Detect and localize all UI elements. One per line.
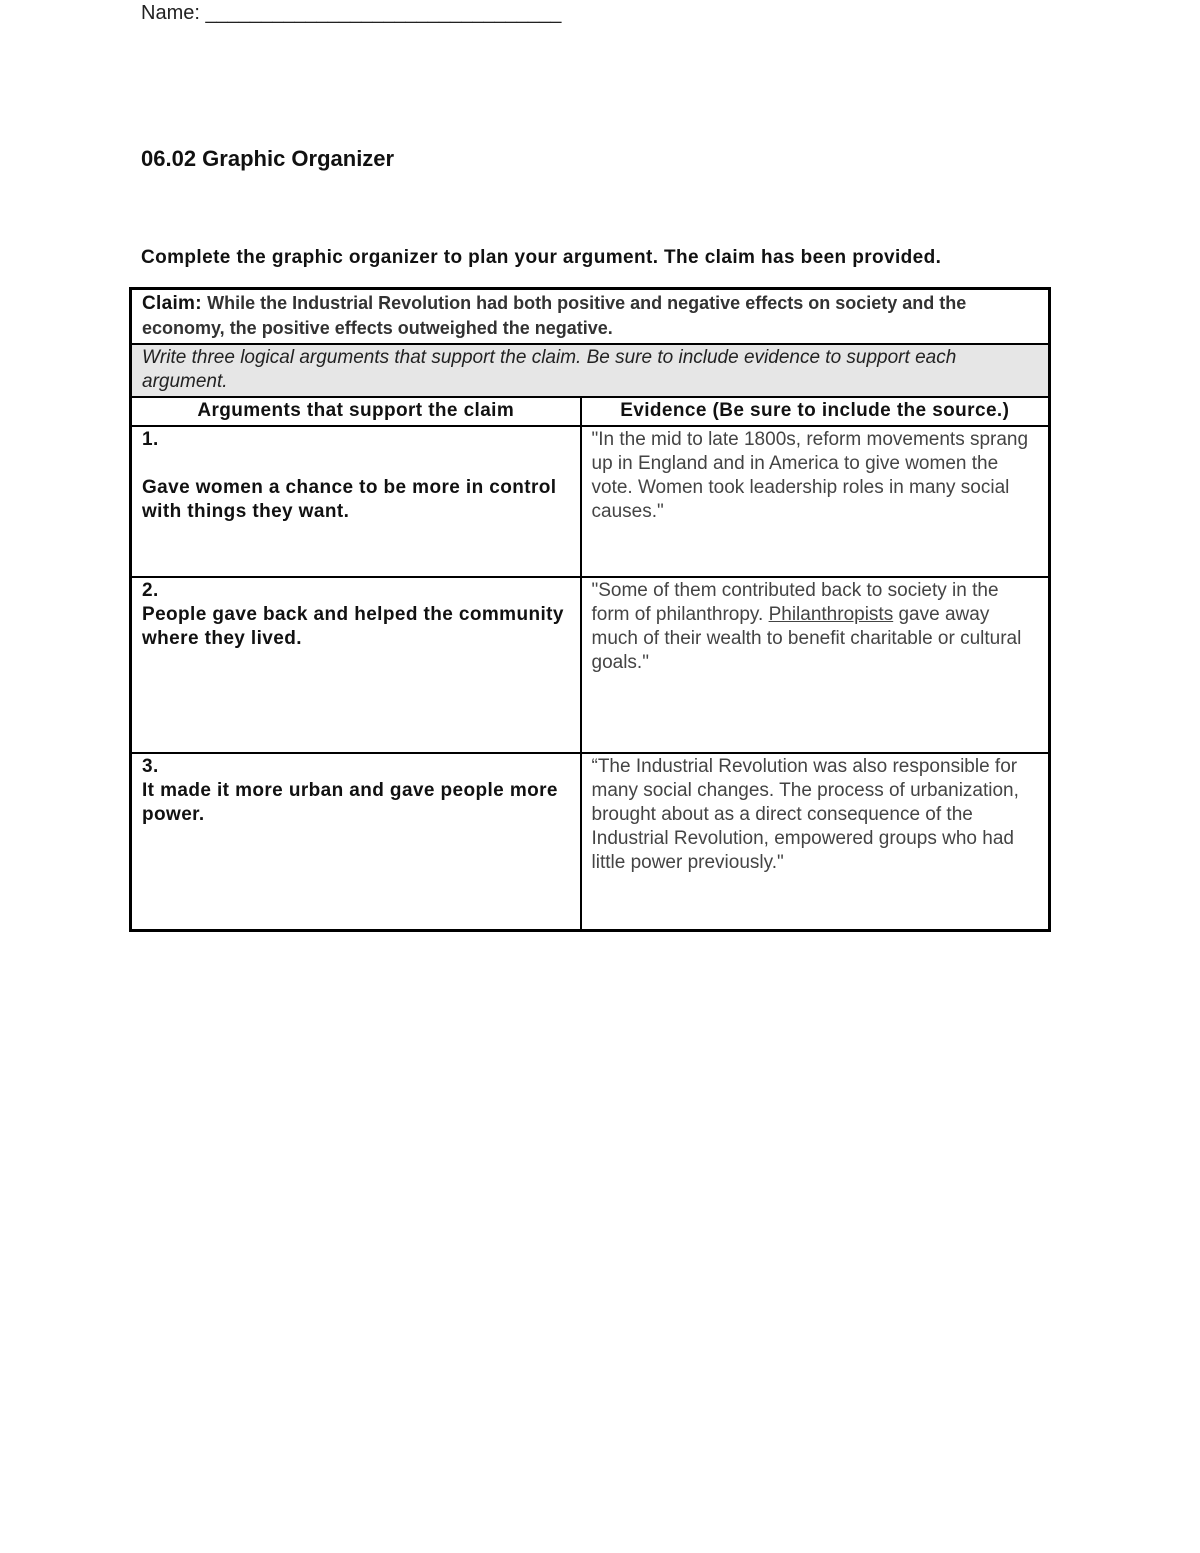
graphic-organizer-table	[129, 287, 1051, 932]
directions-row	[131, 344, 1050, 397]
argument-cell[interactable]	[131, 577, 581, 753]
evidence-cell[interactable]	[581, 426, 1050, 577]
claim-cell	[131, 289, 1050, 345]
claim-label: Claim:	[142, 293, 202, 314]
instructions-text: Complete the graphic organizer to plan your argument. The claim has been provided.	[141, 247, 942, 268]
argument-number: 2.	[142, 580, 159, 601]
argument-text: People gave back and helped the community where they lived.	[142, 604, 564, 649]
evidence-text: "Some of them contributed back to society in the form of philanthropy.	[591, 580, 999, 625]
argument-cell[interactable]	[131, 753, 581, 931]
argument-cell[interactable]	[131, 426, 581, 577]
evidence-text: “The Industrial Revolution was also responsible for many social changes. The process of urbanization, brought about as a direct consequence of the Industrial Revolution, empowered groups who had little power previously."	[591, 756, 1019, 873]
column-header-arguments: Arguments that support the claim	[131, 397, 581, 426]
evidence-cell[interactable]	[581, 753, 1050, 931]
evidence-text: "In the mid to late 1800s, reform movements sprang up in England and in America to give women the vote. Women took leadership roles in many social causes."	[591, 429, 1029, 522]
column-header-evidence: Evidence (Be sure to include the source.)	[581, 397, 1050, 426]
argument-number: 1.	[142, 429, 159, 450]
header-row	[131, 397, 1050, 426]
table-row	[131, 426, 1050, 577]
page-title: 06.02 Graphic Organizer	[141, 146, 395, 171]
evidence-cell[interactable]	[581, 577, 1050, 753]
philanthropists-link[interactable]: Philanthropists	[768, 604, 894, 625]
evidence-text-continued: gave away much of their wealth to benefit charitable or cultural goals."	[591, 604, 1022, 673]
name-field-label: Name: ________________________________	[141, 2, 562, 24]
claim-row	[131, 289, 1050, 345]
table-row	[131, 577, 1050, 753]
table-row	[131, 753, 1050, 931]
argument-number: 3.	[142, 756, 159, 777]
blank-line	[142, 452, 570, 476]
argument-text: Gave women a chance to be more in control with things they want.	[142, 477, 557, 522]
claim-text: While the Industrial Revolution had both positive and negative effects on society and the economy, the positive effects outweighed the negative.	[142, 293, 967, 338]
argument-text: It made it more urban and gave people more power.	[142, 780, 558, 825]
directions-cell: Write three logical arguments that support the claim. Be sure to include evidence to support each argument.	[131, 344, 1050, 397]
